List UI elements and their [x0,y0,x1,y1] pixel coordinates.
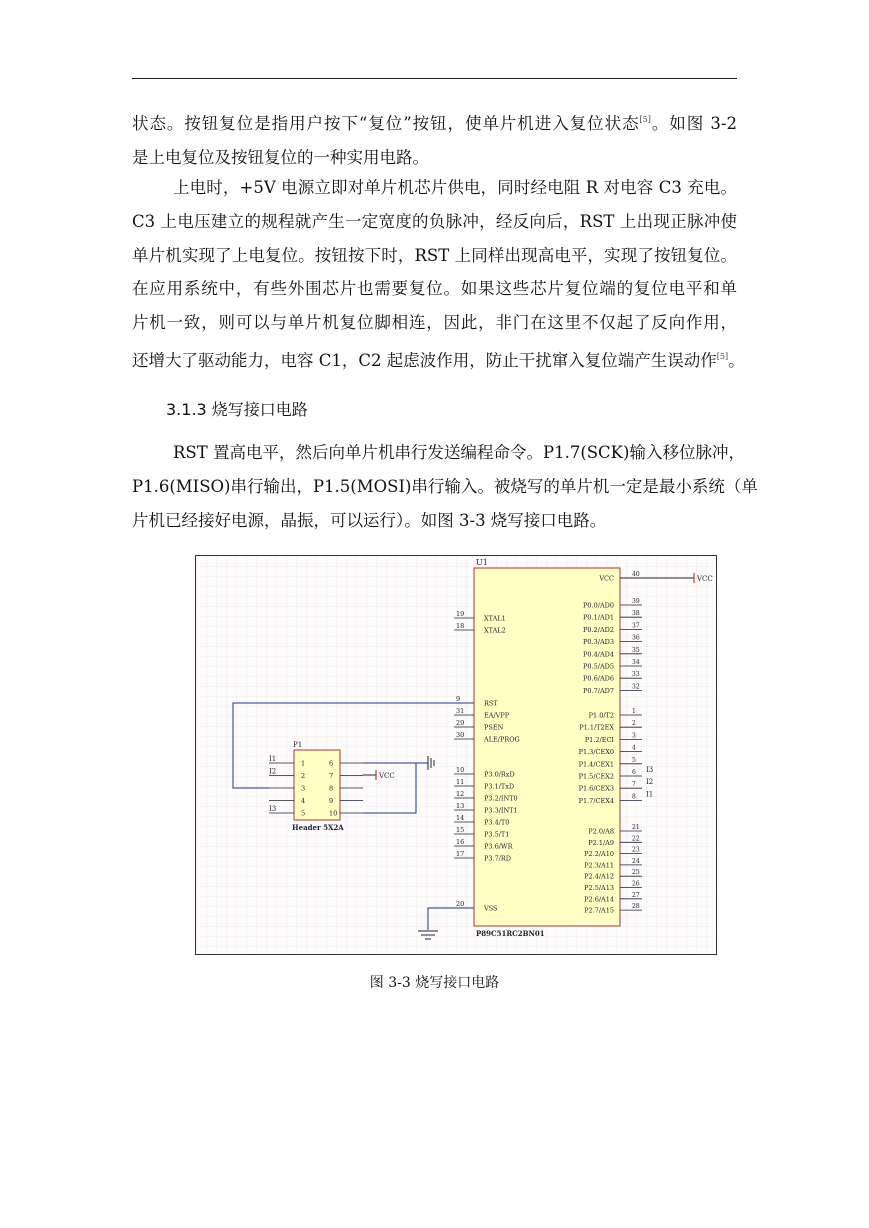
header-pin-number: 10 [329,809,338,818]
net-label: I1 [646,790,654,799]
pin-name: P2.6/A14 [584,895,614,904]
header-net-label: I3 [269,805,277,813]
pin-name: P1.2/ECI [584,735,614,744]
pin-number: 8 [632,793,636,801]
pin-name: P2.7/A15 [584,906,614,915]
header-pin-number: 2 [301,772,306,780]
header-pin-number: 8 [329,784,334,793]
pin-name: P0.4/AD4 [583,650,614,659]
pin-name: P3.3/INT1 [484,806,518,815]
pin-name: P2.4/A12 [584,872,614,881]
schematic-diagram [196,556,716,954]
pin-name: P0.0/AD0 [583,601,614,610]
pin-name: P3.0/RxD [484,770,515,779]
pin-name: P3.7/RD [484,854,512,863]
pin-name: P0.2/AD2 [583,625,614,634]
pin-number: 23 [632,846,640,854]
chip-part-label: P89C51RC2BN01 [476,929,545,938]
paragraph-1-line-2: 是上电复位及按钮复位的一种实用电路。 [132,147,429,167]
pin-name: P0.7/AD7 [583,686,614,695]
pin-number: 31 [456,707,465,715]
pin-name: P3.1/TxD [484,782,515,791]
paragraph-2-line: 上电时，+5V 电源立即对单片机芯片供电，同时经电阻 R 对电容 C3 充电。 [173,178,737,197]
pin-name: P2.2/A10 [584,850,614,859]
pin-name: EA/VPP [484,711,510,720]
header-pin-number: 3 [301,784,306,793]
paragraph-2-line: 单片机实现了上电复位。按钮按下时，RST 上同样出现高电平，实现了按钮复位。 [132,245,737,265]
pin-name: P0.5/AD5 [583,662,614,671]
header-pin-number: 1 [301,759,306,768]
pin-number: 38 [632,610,640,618]
pin-name: P3.5/T1 [484,830,510,839]
pin-number: 20 [456,900,465,908]
pin-name: P1.4/CEX1 [578,760,614,769]
pin-name: P0.3/AD3 [583,638,614,647]
pin-number: 5 [632,756,636,764]
pin-name: P2.3/A11 [584,861,614,870]
pin-name: P1.6/CEX3 [578,784,614,793]
pin-number: 11 [456,778,465,786]
pin-name: P1.7/CEX4 [578,796,614,805]
pin-name: P3.2/INT0 [484,794,518,803]
pin-number: 14 [456,814,465,822]
pin-number: 13 [456,802,465,810]
pin-number: 36 [632,634,640,642]
pin-name: VSS [484,904,498,913]
pin-number: 40 [632,571,640,578]
chip-ref-label: U1 [476,558,488,567]
pin-name: P1.0/T2 [588,711,614,720]
header-pin-number: 7 [329,772,334,780]
pin-number: 6 [632,769,636,776]
citation: [5] [716,351,729,361]
pin-number: 19 [456,610,465,618]
pin-name: P1.1/T2EX [579,723,614,732]
pin-number: 15 [456,826,465,834]
pin-number: 17 [456,850,465,858]
pin-name: P0.6/AD6 [583,674,614,683]
header-pin-number: 5 [301,809,306,818]
figure-caption: 图 3-3 烧写接口电路 [369,975,500,991]
paragraph-1-line-1: 状态。按钮复位是指用户按下“复位”按钮，使单片机进入复位状态[5]。如图 3-2 [132,114,737,133]
pin-number: 22 [632,835,640,843]
pin-name: P0.1/AD1 [583,613,614,622]
pin-number: 30 [456,731,465,739]
pin-number: 33 [632,671,640,679]
pin-number: 27 [632,891,640,899]
pin-number: 2 [632,720,636,728]
pin-name: XTAL1 [484,614,506,623]
pin-number: 28 [632,903,640,911]
pin-number: 9 [456,695,461,703]
pin-number: 25 [632,869,640,877]
header-net-label: I2 [269,767,277,776]
header-part-label: Header 5X2A [292,823,344,832]
paragraph-2 [132,171,745,378]
paragraph-2-line: 片机一致，则可以与单片机复位脚相连，因此，非门在这里不仅起了反向作用， [132,313,737,333]
pin-name: P1.3/CEX0 [578,748,614,757]
pin-name: P2.5/A13 [584,884,614,892]
net-label: I2 [646,778,654,787]
pin-number: 29 [456,719,465,727]
pin-number: 10 [456,766,465,774]
header-rule [132,78,737,79]
header-pin-number: 6 [329,759,334,768]
header-pin-number: 9 [329,797,334,805]
paragraph-1 [132,103,737,175]
pin-name: RST [484,699,498,708]
paragraph-2-line: 还增大了驱动能力，电容 C1，C2 起虑波作用，防止干扰窜入复位端产生误动作[5]。 [132,350,745,370]
schematic-figure [195,555,717,955]
pin-name: ALE/PROG [484,735,520,744]
pin-name: XTAL2 [484,626,506,635]
section-heading: 3.1.3 烧写接口电路 [166,400,308,419]
vcc-port-label: VCC [697,575,713,583]
pin-number: 18 [456,622,465,630]
pin-number: 35 [632,646,640,654]
pin-number: 3 [632,732,636,740]
pin-name: P3.6/WR [484,842,513,851]
paragraph-2-line: 在应用系统中，有些外围芯片也需要复位。如果这些芯片复位端的复位电平和单 [132,279,737,299]
paragraph-3-line: 片机已经接好电源，晶振，可以运行）。如图 3-3 烧写接口电路。 [132,510,607,530]
paragraph-3-line: RST 置高电平，然后向单片机串行发送编程命令。P1.7(SCK)输入移位脉冲， [173,443,745,462]
paragraph-3-line: P1.6(MISO)串行输出，P1.5(MOSI)串行输入。被烧写的单片机一定是最小系统（单 [132,476,758,496]
pin-number: 7 [632,781,636,789]
citation: [5] [639,115,651,124]
net-label: I3 [646,766,654,774]
pin-number: 21 [632,824,640,831]
pin-name: PSEN [484,723,504,732]
pin-number: 4 [632,744,636,752]
header-net-label: I1 [269,755,277,763]
header-vcc-label: VCC [379,772,395,780]
pin-number: 16 [456,838,465,846]
pin-name: P2.0/A8 [588,827,614,836]
pin-number: 26 [632,880,640,888]
pin-number: 24 [632,857,640,865]
header-pin-number: 4 [301,797,306,805]
pin-number: 1 [632,708,636,715]
pin-name: VCC [599,574,614,583]
header-ref-label: P1 [293,741,303,749]
pin-number: 34 [632,659,640,666]
paragraph-2-line: C3 上电压建立的规程就产生一定宽度的负脉冲，经反向后，RST 上出现正脉冲使 [132,211,737,231]
pin-number: 32 [632,683,640,691]
pin-name: P1.5/CEX2 [578,772,614,781]
pin-name: P2.1/A9 [588,838,614,847]
pin-number: 37 [632,622,640,630]
pin-name: P3.4/T0 [484,818,510,827]
paragraph-3 [132,436,758,537]
pin-number: 12 [456,790,465,798]
pin-number: 39 [632,598,640,605]
